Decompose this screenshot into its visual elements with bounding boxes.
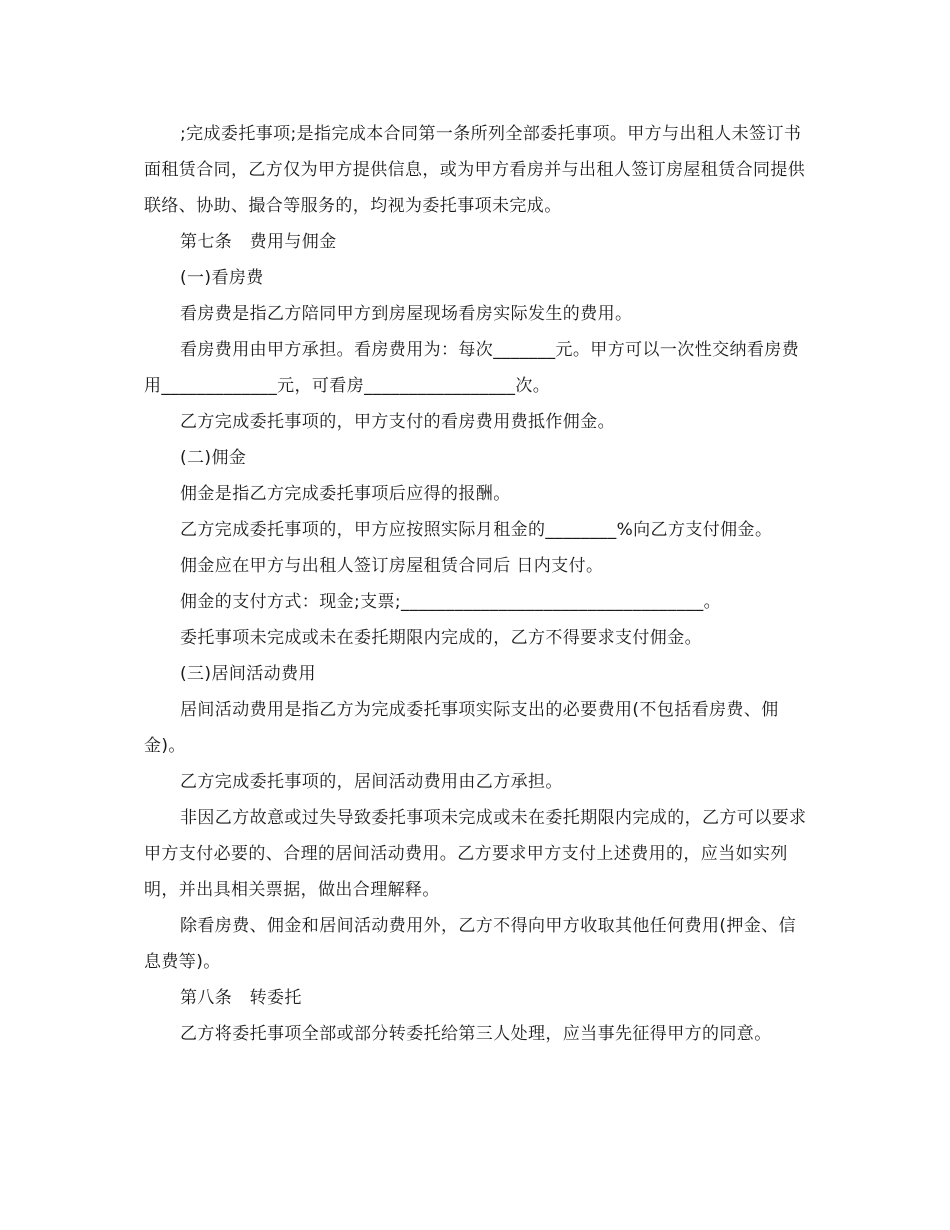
article-7-heading: 第七条 费用与佣金 <box>180 232 337 252</box>
document-body <box>144 116 810 1052</box>
paragraph-commission-deadline: 佣金应在甲方与出租人签订房屋租赁合同后 日内支付。 <box>180 556 604 576</box>
paragraph-viewing-fee-definition: 看房费是指乙方陪同甲方到房屋现场看房实际发生的费用。 <box>180 304 633 324</box>
article-8-heading: 第八条 转委托 <box>180 988 302 1008</box>
paragraph-viewing-fee-amount: 看房费用由甲方承担。看房费用为：每次_______元。甲方可以一次性交纳看房费用_____________元，可看房_________________次。 <box>144 340 800 396</box>
paragraph-no-other-fees: 除看房费、佣金和居间活动费用外，乙方不得向甲方收取其他任何费用(押金、信息费等)。 <box>144 916 797 972</box>
paragraph-commission-payment-method: 佣金的支付方式：现金;支票;__________________________________。 <box>180 592 722 612</box>
section-commission-heading: (二)佣金 <box>180 448 247 468</box>
paragraph-subdelegation: 乙方将委托事项全部或部分转委托给第三人处理，应当事先征得甲方的同意。 <box>180 1024 772 1044</box>
paragraph-brokerage-expenses-definition: 居间活动费用是指乙方为完成委托事项实际支出的必要费用(不包括看房费、佣金)。 <box>144 700 779 756</box>
paragraph-commission-definition: 佣金是指乙方完成委托事项后应得的报酬。 <box>180 484 511 504</box>
paragraph-brokerage-expenses-claim: 非因乙方故意或过失导致委托事项未完成或未在委托期限内完成的，乙方可以要求甲方支付必要的、合理的居间活动费用。乙方要求甲方支付上述费用的，应当如实列明，并出具相关票据，做出合理解释。 <box>144 808 807 900</box>
paragraph-viewing-fee-offset: 乙方完成委托事项的，甲方支付的看房费用费抵作佣金。 <box>180 412 615 432</box>
paragraph-brokerage-expenses-borne: 乙方完成委托事项的，居间活动费用由乙方承担。 <box>180 772 563 792</box>
paragraph-commission-not-due: 委托事项未完成或未在委托期限内完成的，乙方不得要求支付佣金。 <box>180 628 702 648</box>
paragraph-completion-definition: ;完成委托事项;是指完成本合同第一条所列全部委托事项。甲方与出租人未签订书面租赁合同，乙方仅为甲方提供信息，或为甲方看房并与出租人签订房屋租赁合同提供联络、协助、撮合等服务的，均视为委托事项未完成。 <box>144 124 806 216</box>
section-viewing-fee-heading: (一)看房费 <box>180 268 264 288</box>
paragraph-commission-rate: 乙方完成委托事项的，甲方应按照实际月租金的________%向乙方支付佣金。 <box>180 520 773 540</box>
section-brokerage-expenses-heading: (三)居间活动费用 <box>180 664 316 684</box>
